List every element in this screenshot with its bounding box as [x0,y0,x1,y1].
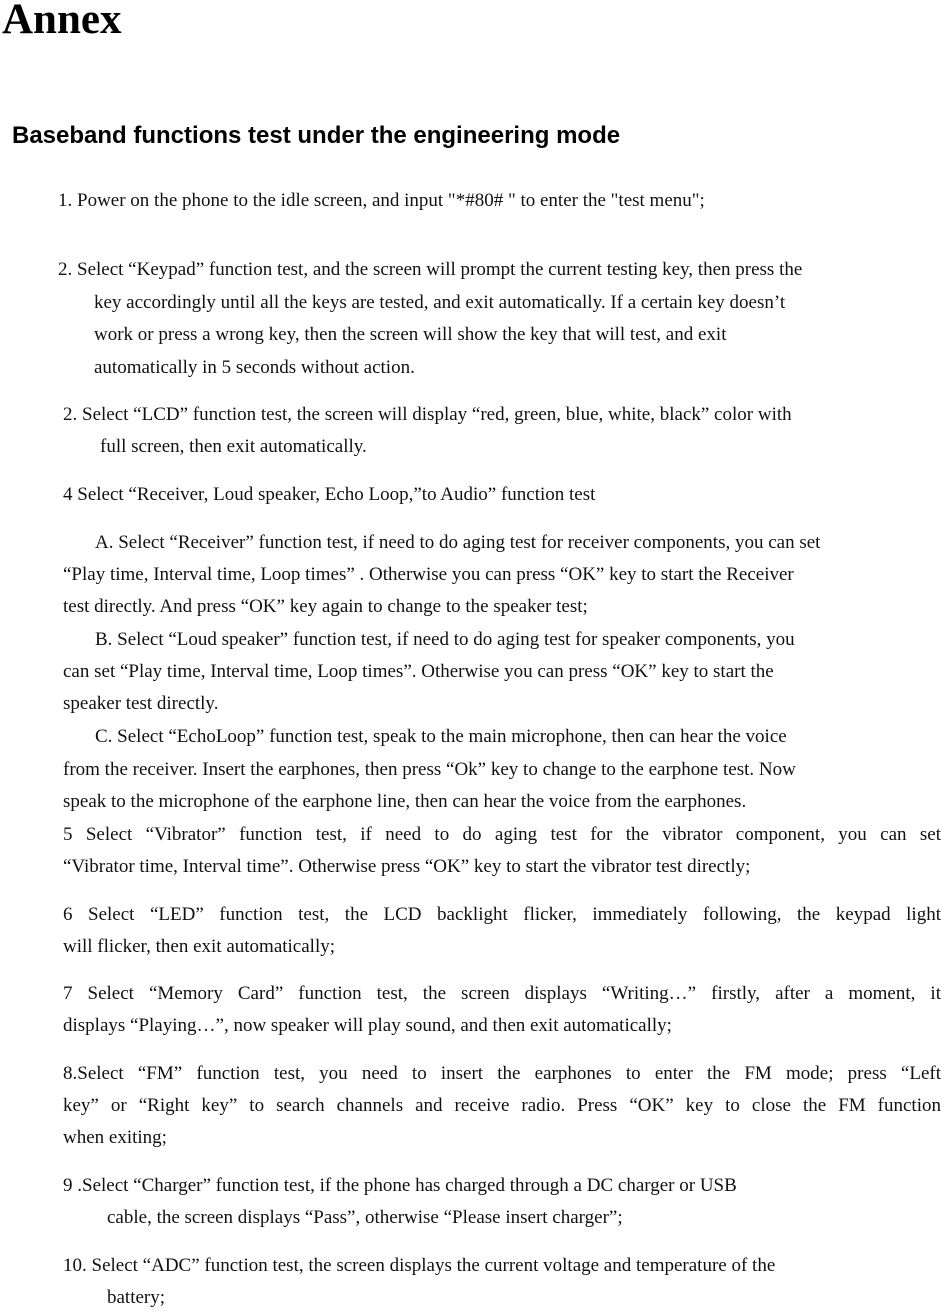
step-4b-line-1: B. Select “Loud speaker” function test, if need to do aging test for speaker components, you [95,629,795,650]
step-4-line-1: 4 Select “Receiver, Loud speaker, Echo Loop,”to Audio” function test [63,484,596,505]
step-4b-line-2: can set “Play time, Interval time, Loop times”. Otherwise you can press “OK” key to start the [63,661,774,682]
step-4a-line-3: test directly. And press “OK” key again to change to the speaker test; [63,596,588,617]
section-heading: Baseband functions test under the engineering mode [12,122,621,149]
step-3-line-1: 2. Select “LCD” function test, the screen will display “red, green, blue, white, black” color with [63,404,792,425]
step-4b-line-3: speaker test directly. [63,693,219,714]
step-2-line-3: work or press a wrong key, then the screen will show the key that will test, and exit [94,324,727,345]
step-10-line-1: 10. Select “ADC” function test, the screen displays the current voltage and temperature of the [63,1255,776,1276]
step-9-line-2: cable, the screen displays “Pass”, otherwise “Please insert charger”; [107,1207,623,1228]
step-4a-line-2: “Play time, Interval time, Loop times” . Otherwise you can press “OK” key to start the Receiver [63,564,794,585]
step-7-line-1: 7 Select “Memory Card” function test, the screen displays “Writing…” firstly, after a moment, it [63,983,941,1004]
step-6-line-1: 6 Select “LED” function test, the LCD backlight flicker, immediately following, the keypad light [63,904,941,925]
step-2-line-4: automatically in 5 seconds without action. [94,357,415,378]
step-8-line-3: when exiting; [63,1127,167,1148]
step-1-line-1: 1. Power on the phone to the idle screen, and input "*#80# " to enter the "test menu"; [58,190,705,211]
step-7-line-2: displays “Playing…”, now speaker will play sound, and then exit automatically; [63,1015,672,1036]
step-3-line-2: full screen, then exit automatically. [100,436,367,457]
step-5-line-1: 5 Select “Vibrator” function test, if need to do aging test for the vibrator component, you can set [63,824,941,845]
page-title: Annex [2,0,122,43]
step-10-line-2: battery; [107,1287,166,1308]
step-2-line-1: 2. Select “Keypad” function test, and the screen will prompt the current testing key, then press the [58,259,803,280]
step-8-line-2: key” or “Right key” to search channels and receive radio. Press “OK” key to close the FM function [63,1095,941,1116]
step-8-line-1: 8.Select “FM” function test, you need to insert the earphones to enter the FM mode; press “Left [63,1063,941,1084]
step-2-line-2: key accordingly until all the keys are tested, and exit automatically. If a certain key doesn’t [94,292,786,313]
step-5-line-2: “Vibrator time, Interval time”. Otherwise press “OK” key to start the vibrator test directly; [63,856,751,877]
step-4c-line-2: from the receiver. Insert the earphones, then press “Ok” key to change to the earphone test. Now [63,759,796,780]
step-9-line-1: 9 .Select “Charger” function test, if the phone has charged through a DC charger or USB [63,1175,737,1196]
step-4a-line-1: A. Select “Receiver” function test, if need to do aging test for receiver components, you can set [95,532,821,553]
step-4c-line-1: C. Select “EchoLoop” function test, speak to the main microphone, then can hear the voice [95,726,787,747]
step-4c-line-3: speak to the microphone of the earphone line, then can hear the voice from the earphones. [63,791,747,812]
step-6-line-2: will flicker, then exit automatically; [63,936,336,957]
